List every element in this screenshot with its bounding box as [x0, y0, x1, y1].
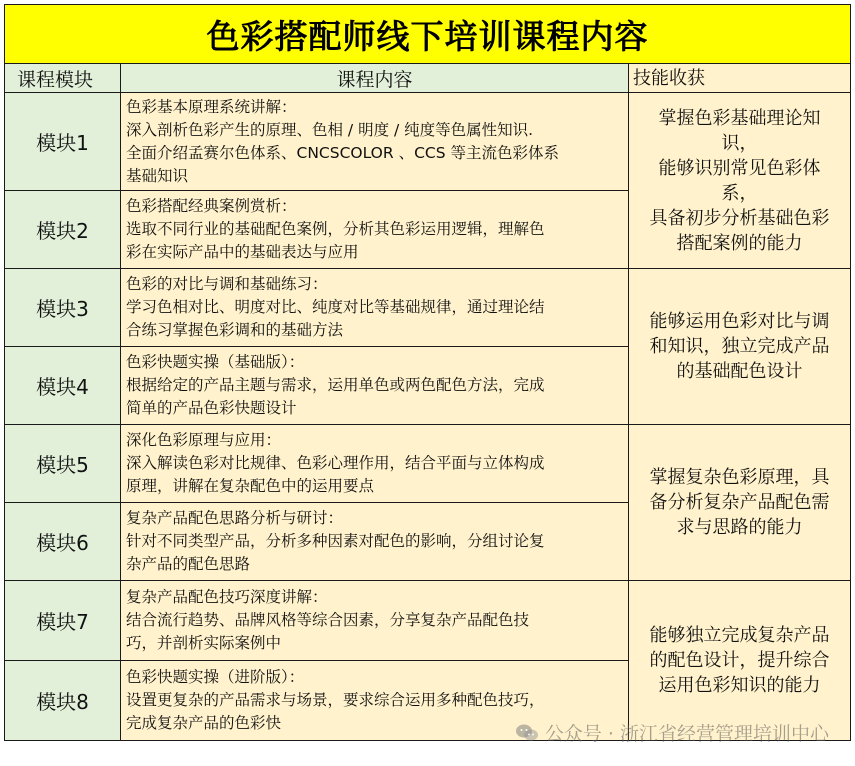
module-name: 模块7 [5, 581, 121, 661]
content-line: 基础知识 [126, 166, 189, 185]
module-content [121, 661, 629, 741]
skill-line: 能够识别常见色彩体 [658, 157, 821, 179]
module-content [121, 347, 629, 425]
content-line: 杂产品的配色思路 [126, 555, 251, 573]
skill-line: 求与思路的能力 [676, 517, 803, 538]
skill-line: 和知识，独立完成产品 [649, 336, 830, 357]
module-content [121, 269, 629, 347]
content-line: 深入剖析色彩产生的原理、色相 / 明度 / 纯度等色属性知识. [126, 120, 534, 139]
content-line: 完成复杂产品的色彩快 [126, 714, 282, 732]
content-title: 色彩基本原理系统讲解： [126, 97, 297, 116]
skill-line: 的基础配色设计 [676, 361, 803, 382]
table-row [5, 93, 851, 191]
skill-line: 识， [721, 132, 758, 154]
content-title: 深化色彩原理与应用： [126, 431, 282, 449]
watermark-text: 公众号 · 浙江省经营管理培训中心 [544, 723, 829, 745]
course-table-sheet [4, 4, 850, 762]
skill-line: 运用色彩知识的能力 [658, 675, 821, 696]
skill-line: 搭配案例的能力 [676, 232, 803, 254]
module-name: 模块1 [5, 93, 121, 191]
content-line: 原理，讲解在复杂配色中的运用要点 [126, 477, 375, 495]
skill-cell [629, 425, 851, 581]
content-line: 设置更复杂的产品需求与场景，要求综合运用多种配色技巧， [126, 691, 545, 709]
module-content [121, 93, 629, 191]
module-name: 模块5 [5, 425, 121, 503]
content-title: 复杂产品配色技巧深度讲解： [126, 588, 328, 606]
content-line: 根据给定的产品主题与需求，运用单色或两色配色方法，完成 [126, 376, 545, 394]
module-name: 模块4 [5, 347, 121, 425]
module-content [121, 425, 629, 503]
table-row [5, 425, 851, 503]
skill-line: 能够运用色彩对比与调 [649, 311, 830, 332]
skill-line: 具备初步分析基础色彩 [649, 207, 830, 229]
course-table [4, 4, 851, 741]
module-name: 模块2 [5, 191, 121, 269]
content-line: 彩在实际产品中的基础表达与应用 [126, 243, 359, 261]
skill-line: 的配色设计，提升综合 [649, 650, 830, 671]
content-line: 巧，并剖析实际案例中 [126, 634, 282, 652]
module-content [121, 503, 629, 581]
module-name: 模块3 [5, 269, 121, 347]
module-name: 模块6 [5, 503, 121, 581]
module-content [121, 581, 629, 661]
content-line: 结合流行趋势、品牌风格等综合因素，分享复杂产品配色技 [126, 611, 530, 629]
content-line: 选取不同行业的基础配色案例，分析其色彩运用逻辑，理解色 [126, 220, 545, 238]
module-name: 模块8 [5, 661, 121, 741]
content-line: 全面介绍孟赛尔色体系、CNCSCOLOR 、CCS 等主流色彩体系 [126, 143, 559, 162]
module-content [121, 191, 629, 269]
skill-cell [629, 269, 851, 425]
content-title: 色彩的对比与调和基础练习： [126, 275, 328, 293]
skill-line: 掌握色彩基础理论知 [658, 107, 821, 129]
skill-line: 能够独立完成复杂产品 [649, 625, 830, 646]
table-row [5, 269, 851, 347]
content-line: 针对不同类型产品，分析多种因素对配色的影响，分组讨论复 [126, 532, 545, 550]
table-row [5, 581, 851, 661]
skill-line: 系， [721, 182, 758, 204]
skill-line: 掌握复杂色彩原理，具 [649, 467, 830, 488]
content-line: 合练习掌握色彩调和的基础方法 [126, 321, 344, 339]
header-content: 课程内容 [121, 64, 629, 93]
content-line: 深入解读色彩对比规律、色彩心理作用，结合平面与立体构成 [126, 454, 545, 472]
table-title: 色彩搭配师线下培训课程内容 [5, 5, 851, 64]
header-module: 课程模块 [5, 64, 121, 93]
content-title: 色彩快题实操（基础版）： [126, 353, 305, 371]
skill-cell [629, 581, 851, 741]
content-title: 色彩快题实操（进阶版）： [126, 668, 305, 686]
skill-cell [629, 93, 851, 269]
skill-line: 备分析复杂产品配色需 [649, 492, 830, 513]
content-line: 简单的产品色彩快题设计 [126, 399, 297, 417]
header-skill: 技能收获 [629, 64, 851, 93]
content-title: 复杂产品配色思路分析与研讨： [126, 509, 344, 527]
content-line: 学习色相对比、明度对比、纯度对比等基础规律，通过理论结 [126, 298, 545, 316]
content-title: 色彩搭配经典案例赏析： [126, 197, 297, 215]
